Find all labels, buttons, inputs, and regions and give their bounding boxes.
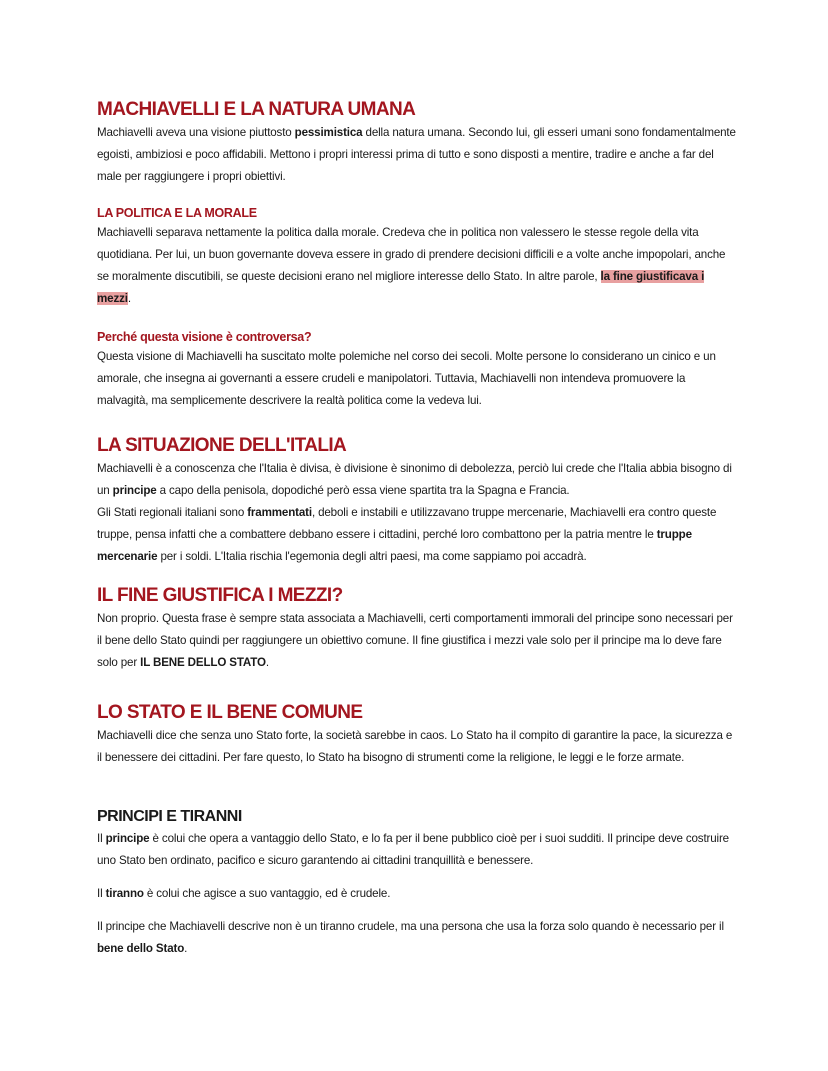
heading-controversa: Perché questa visione è controversa? xyxy=(97,330,312,344)
bold-text: frammentati xyxy=(247,506,312,519)
text: . xyxy=(184,942,188,955)
bold-text: truppe mercenarie xyxy=(97,528,692,563)
paragraph xyxy=(97,883,737,905)
heading-fine-mezzi: IL FINE GIUSTIFICA I MEZZI? xyxy=(97,585,343,606)
heading-natura-umana: MACHIAVELLI E LA NATURA UMANA xyxy=(97,99,416,120)
text: Machiavelli è a conoscenza che l'Italia è divisa, è divisione è sinonimo di debolezza, perciò lui crede che l'Italia abbia bisogno di un xyxy=(97,462,732,497)
text: . xyxy=(127,292,131,305)
text: è colui che opera a vantaggio dello Stato, e lo fa per il bene pubblico cioè per i suoi sudditi. Il principe deve costruire uno Stato ben ordinato, pacifico e sicuro garantendo ai cittadini tranquillità e benessere. xyxy=(97,832,729,867)
text: Il principe che Machiavelli descrive non è un tiranno crudele, ma una persona che usa la forza solo quando è necessario per il xyxy=(97,920,724,933)
text: , deboli e instabili e utilizzavano truppe mercenarie, Machiavelli era contro queste truppe, pensa infatti che a combattere debbano essere i cittadini, perché loro combattono per la patria mentre le xyxy=(97,506,717,541)
paragraph xyxy=(97,122,737,188)
text: è colui che agisce a suo vantaggio, ed è crudele. xyxy=(143,887,391,900)
bold-text: principe xyxy=(112,484,157,497)
paragraph xyxy=(97,608,737,674)
text: Machiavelli aveva una visione piuttosto xyxy=(97,126,295,139)
highlighted-text: la fine giustificava i mezzi xyxy=(97,270,705,305)
paragraph xyxy=(97,828,737,872)
text: della natura umana. Secondo lui, gli esseri umani sono fondamentalmente egoisti, ambiziosi e poco affidabili. Mettono i propri interessi prima di tutto e sono disposti a mentire, tradire e anche a far del male per raggiungere i propri obiettivi. xyxy=(97,126,736,183)
paragraph xyxy=(97,458,737,502)
text: Machiavelli separava nettamente la politica dalla morale. Credeva che in politica non valessero le stesse regole della vita quotidiana. Per lui, un buon governante doveva essere in grado di prendere decisioni difficili e a volte anche impopolari, anche se moralmente discutibili, se queste decisioni erano nel migliore interesse dello Stato. In altre parole, xyxy=(97,226,726,283)
paragraph: Questa visione di Machiavelli ha suscitato molte polemiche nel corso dei secoli. Molte persone lo considerano un cinico e un amorale, che insegna ai governanti a essere crudeli e manipolatori. Tuttavia, Machiavelli non intendeva promuovere la malvagità, ma semplicemente descrivere la realtà politica come la vedeva lui. xyxy=(97,350,716,407)
bold-text: pessimistica xyxy=(294,126,363,139)
text: . xyxy=(265,656,269,669)
text: Non proprio. Questa frase è sempre stata associata a Machiavelli, certi comportamenti immorali del principe sono necessari per il bene dello Stato quindi per raggiungere un obiettivo comune. Il fine giustifica i mezzi vale solo per il principe ma lo deve fare solo per xyxy=(97,612,733,669)
heading-politica-morale: LA POLITICA E LA MORALE xyxy=(97,206,257,220)
section-situazione-italia xyxy=(97,434,737,568)
section-stato-bene-comune xyxy=(97,701,737,769)
paragraph xyxy=(97,222,737,310)
bold-text: principe xyxy=(105,832,150,845)
paragraph xyxy=(97,916,737,960)
heading-principi-tiranni: PRINCIPI E TIRANNI xyxy=(97,808,242,825)
paragraph xyxy=(97,502,737,568)
text: Il xyxy=(97,887,106,900)
heading-situazione-italia: LA SITUAZIONE DELL'ITALIA xyxy=(97,435,347,456)
section-natura-umana xyxy=(97,98,737,188)
section-controversa xyxy=(97,328,737,412)
section-fine-mezzi xyxy=(97,584,737,674)
section-principi-tiranni xyxy=(97,806,737,960)
text: Il xyxy=(97,832,106,845)
text: per i soldi. L'Italia rischia l'egemonia degli altri paesi, ma come sappiamo poi accadrà. xyxy=(157,550,587,563)
bold-text: IL BENE DELLO STATO xyxy=(140,656,266,669)
heading-stato-bene-comune: LO STATO E IL BENE COMUNE xyxy=(97,702,363,723)
paragraph: Machiavelli dice che senza uno Stato forte, la società sarebbe in caos. Lo Stato ha il compito di garantire la pace, la sicurezza e il benessere dei cittadini. Per fare questo, lo Stato ha bisogno di strumenti come la religione, le leggi e le forze armate. xyxy=(97,729,733,764)
text: Gli Stati regionali italiani sono xyxy=(97,506,248,519)
text: a capo della penisola, dopodiché però essa viene spartita tra la Spagna e Francia. xyxy=(156,484,570,497)
bold-text: bene dello Stato xyxy=(97,942,185,955)
section-politica-morale xyxy=(97,204,737,310)
bold-text: tiranno xyxy=(105,887,144,900)
